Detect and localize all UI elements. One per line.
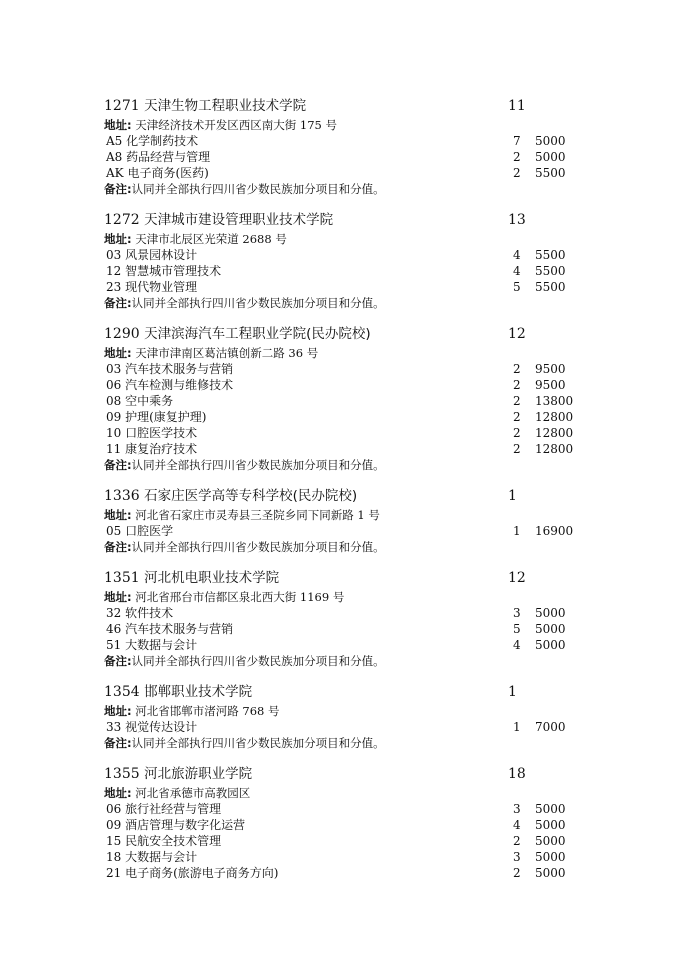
school-address-row — [0, 507, 680, 523]
school-name: 天津城市建设管理职业技术学院 — [144, 212, 334, 228]
major-code: 10 — [106, 426, 122, 440]
major-plan-count: 7 — [513, 134, 521, 148]
address-label: 地址: — [104, 590, 132, 604]
note-label: 备注: — [104, 458, 132, 472]
major-code: 08 — [106, 394, 122, 408]
major-info — [106, 377, 233, 393]
major-plan-count: 4 — [513, 818, 521, 832]
major-tuition: 5000 — [535, 850, 566, 864]
major-plan-count: 2 — [513, 442, 521, 456]
major-info — [106, 409, 206, 425]
school-name: 河北机电职业技术学院 — [144, 570, 280, 586]
school-address-row — [0, 589, 680, 605]
major-row — [0, 719, 680, 735]
note-value: 认同并全部执行四川省少数民族加分项目和分值。 — [131, 458, 385, 472]
school-code: 1351 — [104, 570, 140, 586]
school-header — [0, 683, 680, 701]
major-name: 现代物业管理 — [125, 280, 198, 294]
address-value: 天津市津南区葛沽镇创新二路 36 号 — [135, 346, 319, 360]
major-code: 18 — [106, 850, 122, 864]
major-tuition: 12800 — [535, 410, 574, 424]
section-spacer — [0, 197, 680, 211]
major-row — [0, 865, 680, 881]
address-label: 地址: — [104, 704, 132, 718]
major-row — [0, 817, 680, 833]
major-code: 06 — [106, 378, 122, 392]
major-row — [0, 637, 680, 653]
major-code: A5 — [106, 134, 123, 148]
major-name: 民航安全技术管理 — [125, 834, 222, 848]
school-address-row — [0, 703, 680, 719]
major-tuition: 5000 — [535, 834, 566, 848]
school-note-row — [0, 735, 680, 751]
major-tuition: 5000 — [535, 638, 566, 652]
major-tuition: 5500 — [535, 280, 566, 294]
major-name: 汽车检测与维修技术 — [125, 378, 234, 392]
major-code: 51 — [106, 638, 122, 652]
major-plan-count: 5 — [513, 280, 521, 294]
major-code: 46 — [106, 622, 122, 636]
major-plan-count: 2 — [513, 378, 521, 392]
school-name: 石家庄医学高等专科学校(民办院校) — [144, 488, 358, 504]
major-tuition: 5000 — [535, 134, 566, 148]
major-name: 酒店管理与数字化运营 — [125, 818, 246, 832]
major-info — [106, 165, 209, 181]
note-line — [104, 295, 385, 311]
major-name: 口腔医学 — [125, 524, 174, 538]
major-code: 21 — [106, 866, 122, 880]
section-spacer — [0, 473, 680, 487]
school-title — [104, 97, 306, 115]
major-code: AK — [106, 166, 124, 180]
major-name: 电子商务(旅游电子商务方向) — [125, 866, 279, 880]
school-code: 1355 — [104, 766, 140, 782]
school-address-row — [0, 345, 680, 361]
school-address-row — [0, 785, 680, 801]
major-plan-count: 2 — [513, 834, 521, 848]
major-row — [0, 247, 680, 263]
major-tuition: 12800 — [535, 442, 574, 456]
school-code: 1271 — [104, 98, 140, 114]
school-title — [104, 765, 252, 783]
major-row — [0, 833, 680, 849]
major-name: 智慧城市管理技术 — [125, 264, 222, 278]
school-header — [0, 325, 680, 343]
major-tuition: 13800 — [535, 394, 574, 408]
major-info — [106, 621, 233, 637]
major-name: 汽车技术服务与营销 — [125, 362, 234, 376]
school-code: 1290 — [104, 326, 140, 342]
major-plan-count: 1 — [513, 720, 521, 734]
major-info — [106, 263, 221, 279]
note-value: 认同并全部执行四川省少数民族加分项目和分值。 — [131, 540, 385, 554]
school-block — [0, 97, 680, 197]
major-row — [0, 523, 680, 539]
major-info — [106, 441, 197, 457]
school-block — [0, 765, 680, 881]
major-info — [106, 523, 173, 539]
major-info — [106, 817, 245, 833]
major-row — [0, 393, 680, 409]
school-plan-count: 18 — [508, 766, 526, 782]
school-block — [0, 569, 680, 669]
major-plan-count: 4 — [513, 264, 521, 278]
major-code: 33 — [106, 720, 122, 734]
address-label: 地址: — [104, 232, 132, 246]
note-value: 认同并全部执行四川省少数民族加分项目和分值。 — [131, 182, 385, 196]
major-name: 旅行社经营与管理 — [125, 802, 222, 816]
school-plan-count: 1 — [508, 488, 517, 504]
school-block — [0, 683, 680, 751]
address-label: 地址: — [104, 346, 132, 360]
major-plan-count: 3 — [513, 850, 521, 864]
major-code: 11 — [106, 442, 122, 456]
major-info — [106, 361, 233, 377]
major-tuition: 5000 — [535, 606, 566, 620]
major-row — [0, 605, 680, 621]
school-block — [0, 325, 680, 473]
address-value: 天津经济技术开发区西区南大街 175 号 — [135, 118, 338, 132]
major-info — [106, 279, 197, 295]
major-code: 32 — [106, 606, 122, 620]
note-label: 备注: — [104, 736, 132, 750]
major-name: 风景园林设计 — [125, 248, 198, 262]
major-code: 15 — [106, 834, 122, 848]
major-tuition: 5000 — [535, 622, 566, 636]
school-title — [104, 487, 357, 505]
major-code: A8 — [106, 150, 123, 164]
school-header — [0, 569, 680, 587]
note-value: 认同并全部执行四川省少数民族加分项目和分值。 — [131, 296, 385, 310]
school-title — [104, 325, 371, 343]
major-plan-count: 2 — [513, 362, 521, 376]
address-value: 河北省邯郸市渚河路 768 号 — [135, 704, 280, 718]
major-row — [0, 149, 680, 165]
major-info — [106, 393, 173, 409]
major-name: 护理(康复护理) — [125, 410, 207, 424]
major-name: 康复治疗技术 — [125, 442, 198, 456]
school-note-row — [0, 653, 680, 669]
address-value: 河北省石家庄市灵寿县三圣院乡同下同新路 1 号 — [135, 508, 380, 522]
major-info — [106, 133, 198, 149]
major-info — [106, 719, 197, 735]
school-name: 邯郸职业技术学院 — [144, 684, 253, 700]
major-tuition: 5500 — [535, 166, 566, 180]
major-plan-count: 5 — [513, 622, 521, 636]
major-row — [0, 165, 680, 181]
major-name: 汽车技术服务与营销 — [125, 622, 234, 636]
school-title — [104, 211, 333, 229]
address-line — [104, 507, 380, 523]
school-plan-count: 12 — [508, 570, 526, 586]
note-line — [104, 457, 385, 473]
school-list — [0, 97, 680, 881]
major-info — [106, 149, 210, 165]
note-line — [104, 539, 385, 555]
school-code: 1272 — [104, 212, 140, 228]
major-tuition: 5000 — [535, 150, 566, 164]
major-code: 09 — [106, 818, 122, 832]
address-line — [104, 703, 280, 719]
major-tuition: 5500 — [535, 248, 566, 262]
major-row — [0, 425, 680, 441]
major-tuition: 5500 — [535, 264, 566, 278]
address-value: 河北省承德市高教园区 — [135, 786, 251, 800]
major-name: 口腔医学技术 — [125, 426, 198, 440]
major-row — [0, 621, 680, 637]
major-code: 23 — [106, 280, 122, 294]
school-note-row — [0, 181, 680, 197]
note-line — [104, 181, 385, 197]
major-plan-count: 2 — [513, 410, 521, 424]
school-plan-count: 11 — [508, 98, 526, 114]
major-info — [106, 833, 221, 849]
major-plan-count: 2 — [513, 150, 521, 164]
school-block — [0, 211, 680, 311]
school-header — [0, 211, 680, 229]
major-row — [0, 849, 680, 865]
major-code: 05 — [106, 524, 122, 538]
major-plan-count: 2 — [513, 866, 521, 880]
address-label: 地址: — [104, 786, 132, 800]
major-name: 大数据与会计 — [125, 638, 198, 652]
school-code: 1336 — [104, 488, 140, 504]
school-name: 天津生物工程职业技术学院 — [144, 98, 307, 114]
major-name: 化学制药技术 — [126, 134, 199, 148]
major-tuition: 9500 — [535, 378, 566, 392]
address-line — [104, 117, 337, 133]
major-info — [106, 849, 197, 865]
note-label: 备注: — [104, 182, 132, 196]
major-plan-count: 4 — [513, 638, 521, 652]
school-plan-count: 12 — [508, 326, 526, 342]
major-info — [106, 637, 197, 653]
note-value: 认同并全部执行四川省少数民族加分项目和分值。 — [131, 654, 385, 668]
address-value: 河北省邢台市信都区泉北西大街 1169 号 — [135, 590, 345, 604]
major-name: 视觉传达设计 — [125, 720, 198, 734]
major-plan-count: 2 — [513, 394, 521, 408]
major-info — [106, 605, 173, 621]
school-code: 1354 — [104, 684, 140, 700]
note-label: 备注: — [104, 540, 132, 554]
major-name: 电子商务(医药) — [127, 166, 209, 180]
major-row — [0, 361, 680, 377]
major-info — [106, 247, 197, 263]
major-tuition: 5000 — [535, 866, 566, 880]
address-line — [104, 345, 318, 361]
major-row — [0, 133, 680, 149]
address-line — [104, 231, 287, 247]
major-plan-count: 2 — [513, 166, 521, 180]
major-row — [0, 801, 680, 817]
school-address-row — [0, 231, 680, 247]
major-plan-count: 3 — [513, 606, 521, 620]
school-name: 天津滨海汽车工程职业学院(民办院校) — [144, 326, 371, 342]
major-info — [106, 865, 278, 881]
major-row — [0, 441, 680, 457]
school-header — [0, 487, 680, 505]
major-name: 软件技术 — [125, 606, 174, 620]
major-name: 大数据与会计 — [125, 850, 198, 864]
major-name: 药品经营与管理 — [126, 150, 211, 164]
school-plan-count: 1 — [508, 684, 517, 700]
major-tuition: 16900 — [535, 524, 574, 538]
major-plan-count: 3 — [513, 802, 521, 816]
major-tuition: 5000 — [535, 818, 566, 832]
major-plan-count: 1 — [513, 524, 521, 538]
school-note-row — [0, 457, 680, 473]
major-name: 空中乘务 — [125, 394, 174, 408]
school-plan-count: 13 — [508, 212, 526, 228]
major-row — [0, 263, 680, 279]
major-plan-count: 2 — [513, 426, 521, 440]
address-line — [104, 785, 250, 801]
note-label: 备注: — [104, 296, 132, 310]
major-code: 06 — [106, 802, 122, 816]
section-spacer — [0, 555, 680, 569]
major-tuition: 5000 — [535, 802, 566, 816]
school-title — [104, 569, 279, 587]
address-label: 地址: — [104, 508, 132, 522]
school-block — [0, 487, 680, 555]
major-tuition: 7000 — [535, 720, 566, 734]
major-row — [0, 377, 680, 393]
school-name: 河北旅游职业学院 — [144, 766, 253, 782]
major-plan-count: 4 — [513, 248, 521, 262]
major-tuition: 12800 — [535, 426, 574, 440]
school-title — [104, 683, 252, 701]
section-spacer — [0, 311, 680, 325]
major-code: 03 — [106, 248, 122, 262]
note-line — [104, 735, 385, 751]
section-spacer — [0, 751, 680, 765]
note-line — [104, 653, 385, 669]
major-row — [0, 409, 680, 425]
section-spacer — [0, 669, 680, 683]
school-note-row — [0, 539, 680, 555]
major-info — [106, 801, 221, 817]
note-value: 认同并全部执行四川省少数民族加分项目和分值。 — [131, 736, 385, 750]
address-value: 天津市北辰区光荣道 2688 号 — [135, 232, 287, 246]
note-label: 备注: — [104, 654, 132, 668]
address-label: 地址: — [104, 118, 132, 132]
major-tuition: 9500 — [535, 362, 566, 376]
school-header — [0, 765, 680, 783]
major-code: 12 — [106, 264, 122, 278]
school-address-row — [0, 117, 680, 133]
major-code: 03 — [106, 362, 122, 376]
major-code: 09 — [106, 410, 122, 424]
school-header — [0, 97, 680, 115]
address-line — [104, 589, 344, 605]
major-info — [106, 425, 197, 441]
major-row — [0, 279, 680, 295]
school-note-row — [0, 295, 680, 311]
